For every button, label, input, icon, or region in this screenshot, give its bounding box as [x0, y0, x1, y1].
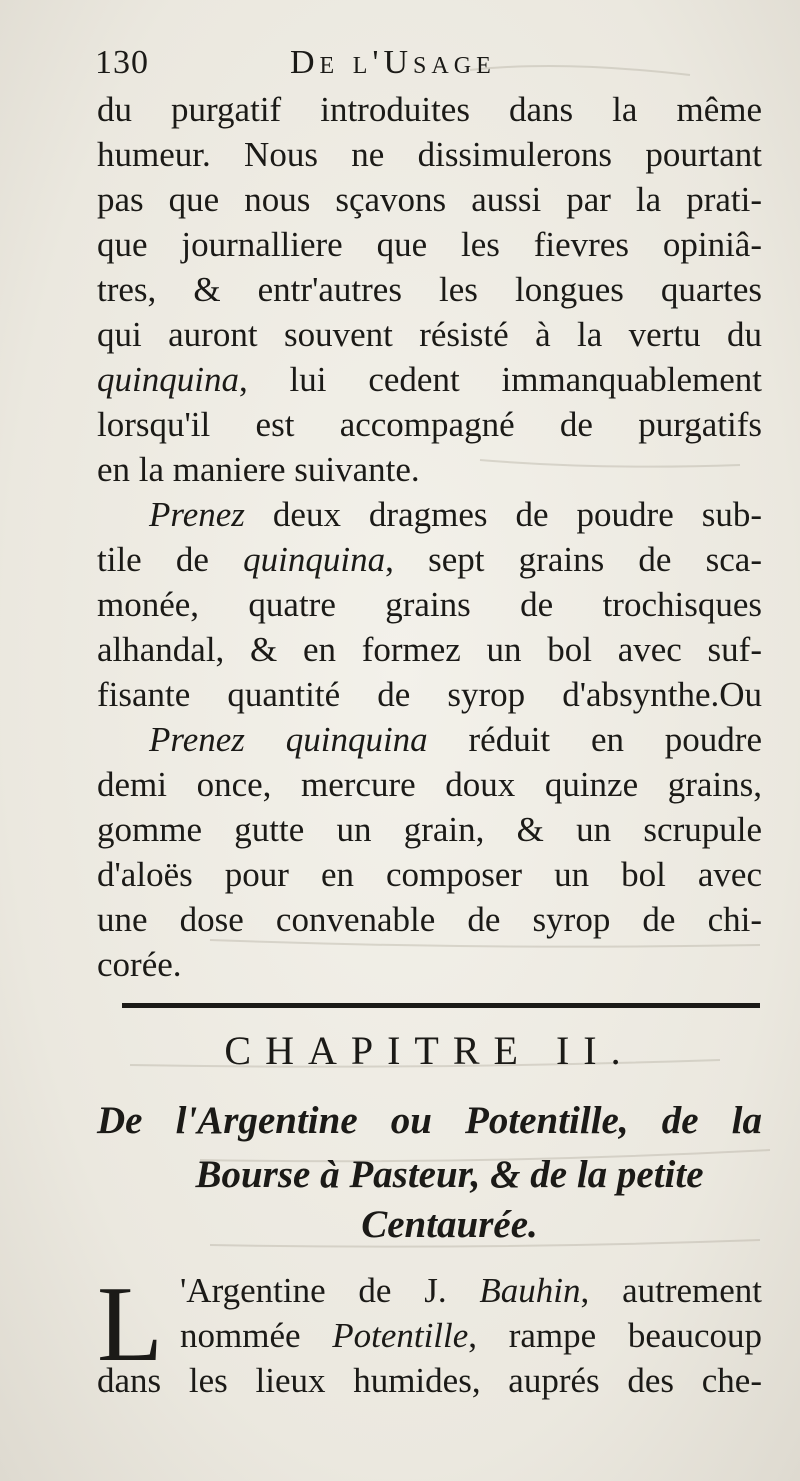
text-line: qui auront souvent résisté à la vertu du: [97, 315, 762, 354]
text-line: demi once, mercure doux quinze grains,: [97, 765, 762, 804]
text-line: quinquina, lui cedent immanquablement: [97, 360, 762, 399]
italic-term: quinquina: [97, 360, 239, 399]
text-line: nommée Potentille, rampe beaucoup: [180, 1316, 762, 1355]
running-header: [95, 44, 765, 90]
text-line: tres, & entr'autres les longues quartes: [97, 270, 762, 309]
drop-cap: L: [97, 1265, 163, 1384]
text-line: lorsqu'il est accompagné de purgatifs: [97, 405, 762, 444]
body-paragraph: [97, 87, 762, 492]
italic-term: quinquina: [285, 720, 428, 759]
text-line: corée.: [97, 945, 182, 984]
opening-paragraph-continued: [97, 1358, 762, 1403]
text-line: dans les lieux humides, auprés des che-: [97, 1361, 762, 1400]
chapter-subtitle-line: Centaurée.: [361, 1203, 538, 1246]
opening-paragraph: [180, 1268, 762, 1358]
page-number: 130: [95, 44, 149, 81]
text-line: que journalliere que les fievres opiniâ-: [97, 225, 762, 264]
text-line: 'Argentine de J. Bauhin, autrement: [180, 1271, 762, 1310]
italic-term: Prenez: [149, 720, 245, 759]
text-line: Prenez quinquina réduit en poudre: [149, 720, 762, 759]
text-line: d'aloës pour en composer un bol avec: [97, 855, 762, 894]
italic-term: Prenez: [149, 495, 245, 534]
text-line: pas que nous sçavons aussi par la prati-: [97, 180, 762, 219]
text-line: en la maniere suivante.: [97, 450, 420, 489]
text-line: humeur. Nous ne dissimulerons pourtant: [97, 135, 762, 174]
recipe-paragraph-1: [97, 492, 762, 717]
chapter-subtitle-line: De l'Argentine ou Potentille, de la: [97, 1099, 762, 1142]
text-line: une dose convenable de syrop de chi-: [97, 900, 762, 939]
italic-term: quinquina: [243, 540, 386, 579]
text-line: fisante quantité de syrop d'absynthe.Ou: [97, 675, 762, 714]
running-head-title: De l'Usage: [290, 44, 496, 81]
chapter-title: CHAPITRE II.: [224, 1028, 635, 1073]
text-line: Prenez deux dragmes de poudre sub-: [149, 495, 762, 534]
text-line: gomme gutte un grain, & un scrupule: [97, 810, 762, 849]
italic-term: Bauhin: [479, 1271, 581, 1310]
recipe-paragraph-2: [97, 717, 762, 987]
chapter-subtitle-line: Bourse à Pasteur, & de la petite: [195, 1153, 704, 1196]
text-line: alhandal, & en formez un bol avec suf-: [97, 630, 762, 669]
text-line: du purgatif introduites dans la même: [97, 90, 762, 129]
chapter-divider-rule: [122, 1003, 760, 1008]
text-line: monée, quatre grains de trochisques: [97, 585, 762, 624]
italic-term: Potentille: [332, 1316, 469, 1355]
text-line: tile de quinquina, sept grains de sca-: [97, 540, 762, 579]
